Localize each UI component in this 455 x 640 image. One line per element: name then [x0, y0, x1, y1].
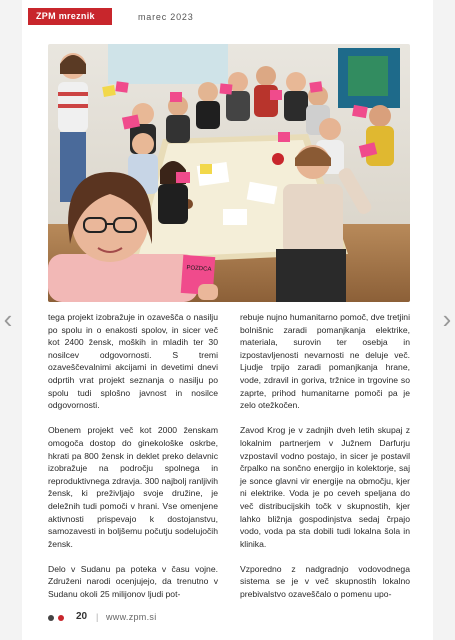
- group-photo-illustration: [48, 44, 410, 302]
- paragraph: Obenem projekt več kot 2000 ženskam omogoča dostop do ginekološke oskrbe, hkrati pa 800 žensk in deklet preko delavnic izobražuje na področju spolnega in reproduktivnega zdravja. 300 najbolj ranljivih žensk, ki preživljajo svoje družine, je deležnih tudi pomoči v hrani. Vse omenjene aktivnosti prispevajo k dostojanstvu, samozavesti in boljšemu počutju sodelujočih žensk.: [48, 425, 218, 549]
- paragraph: Vzporedno z nadgradnjo vodovodnega sistema se je v več skupnostih lokalno prebivalstvo ozaveščalo o pomenu upo-: [240, 563, 410, 600]
- brand-tag: ZPM mreznik: [28, 8, 112, 25]
- article-column-left: [48, 311, 218, 613]
- paragraph: rebuje nujno humanitarno pomoč, dve tretjini bolnišnic zaradi pomanjkanja elektrike, materiala, surovin ter osebja in izpostavljenosti nevarnosti ne deluje več. Ljudje trpijo zaradi pomanjkanja hrane, vode, zdravil in goriva, tržnice in trgovine so zaprte, prihod humanitarne pomoči pa je zelo otežkočen.: [240, 312, 410, 411]
- footer-dot-red: [58, 615, 64, 621]
- chevron-left-icon[interactable]: ‹: [3, 304, 13, 334]
- window: [108, 44, 228, 84]
- sign-text: POZDCA: [186, 265, 212, 273]
- paragraph: tega projekt izobražuje in ozavešča o nasilju po spolu in o enakosti spolov, in sicer več kot 2400 žensk, moških in mladih ter 30 nosilcev odgovornosti. S tremi ozaveščevalnimi akcijami in devetimi dnevi odprtih vrat projekt seznanja o nasilju po spolu tudi splošno javnost in nosilce odgovornosti.: [48, 312, 218, 411]
- page-number: 20: [76, 611, 88, 622]
- paragraph: Delo v Sudanu pa poteka v času vojne. Združeni narodi ocenjujejo, da trenutno v Sudanu okoli 25 milijonov ljudi pot-: [48, 563, 218, 600]
- footer-divider: |: [96, 612, 99, 622]
- paragraph: Zavod Krog je v zadnjih dveh letih skupaj z lokalnim partnerjem v Južnem Darfurju vzpostavil vodno postajo, in sicer je postavil črpalko na sončno energijo in kolektorje, saj je sonce glavni vir energije na območju, kjer ni elektrike. Voda je po ceveh speljana do več distribucijskih točk v skupnostih, kjer lahko bližnja gospodinjstva sedaj črpajo vodo, voda pa sta dobili tudi lokalna šola in klinika.: [240, 425, 410, 549]
- group-photo: [48, 44, 410, 302]
- website-link[interactable]: www.zpm.si: [106, 612, 157, 622]
- chevron-right-icon[interactable]: ›: [442, 304, 452, 334]
- article-column-right: [240, 311, 410, 613]
- issue-date: marec 2023: [138, 12, 194, 22]
- footer-dot-dark: [48, 615, 54, 621]
